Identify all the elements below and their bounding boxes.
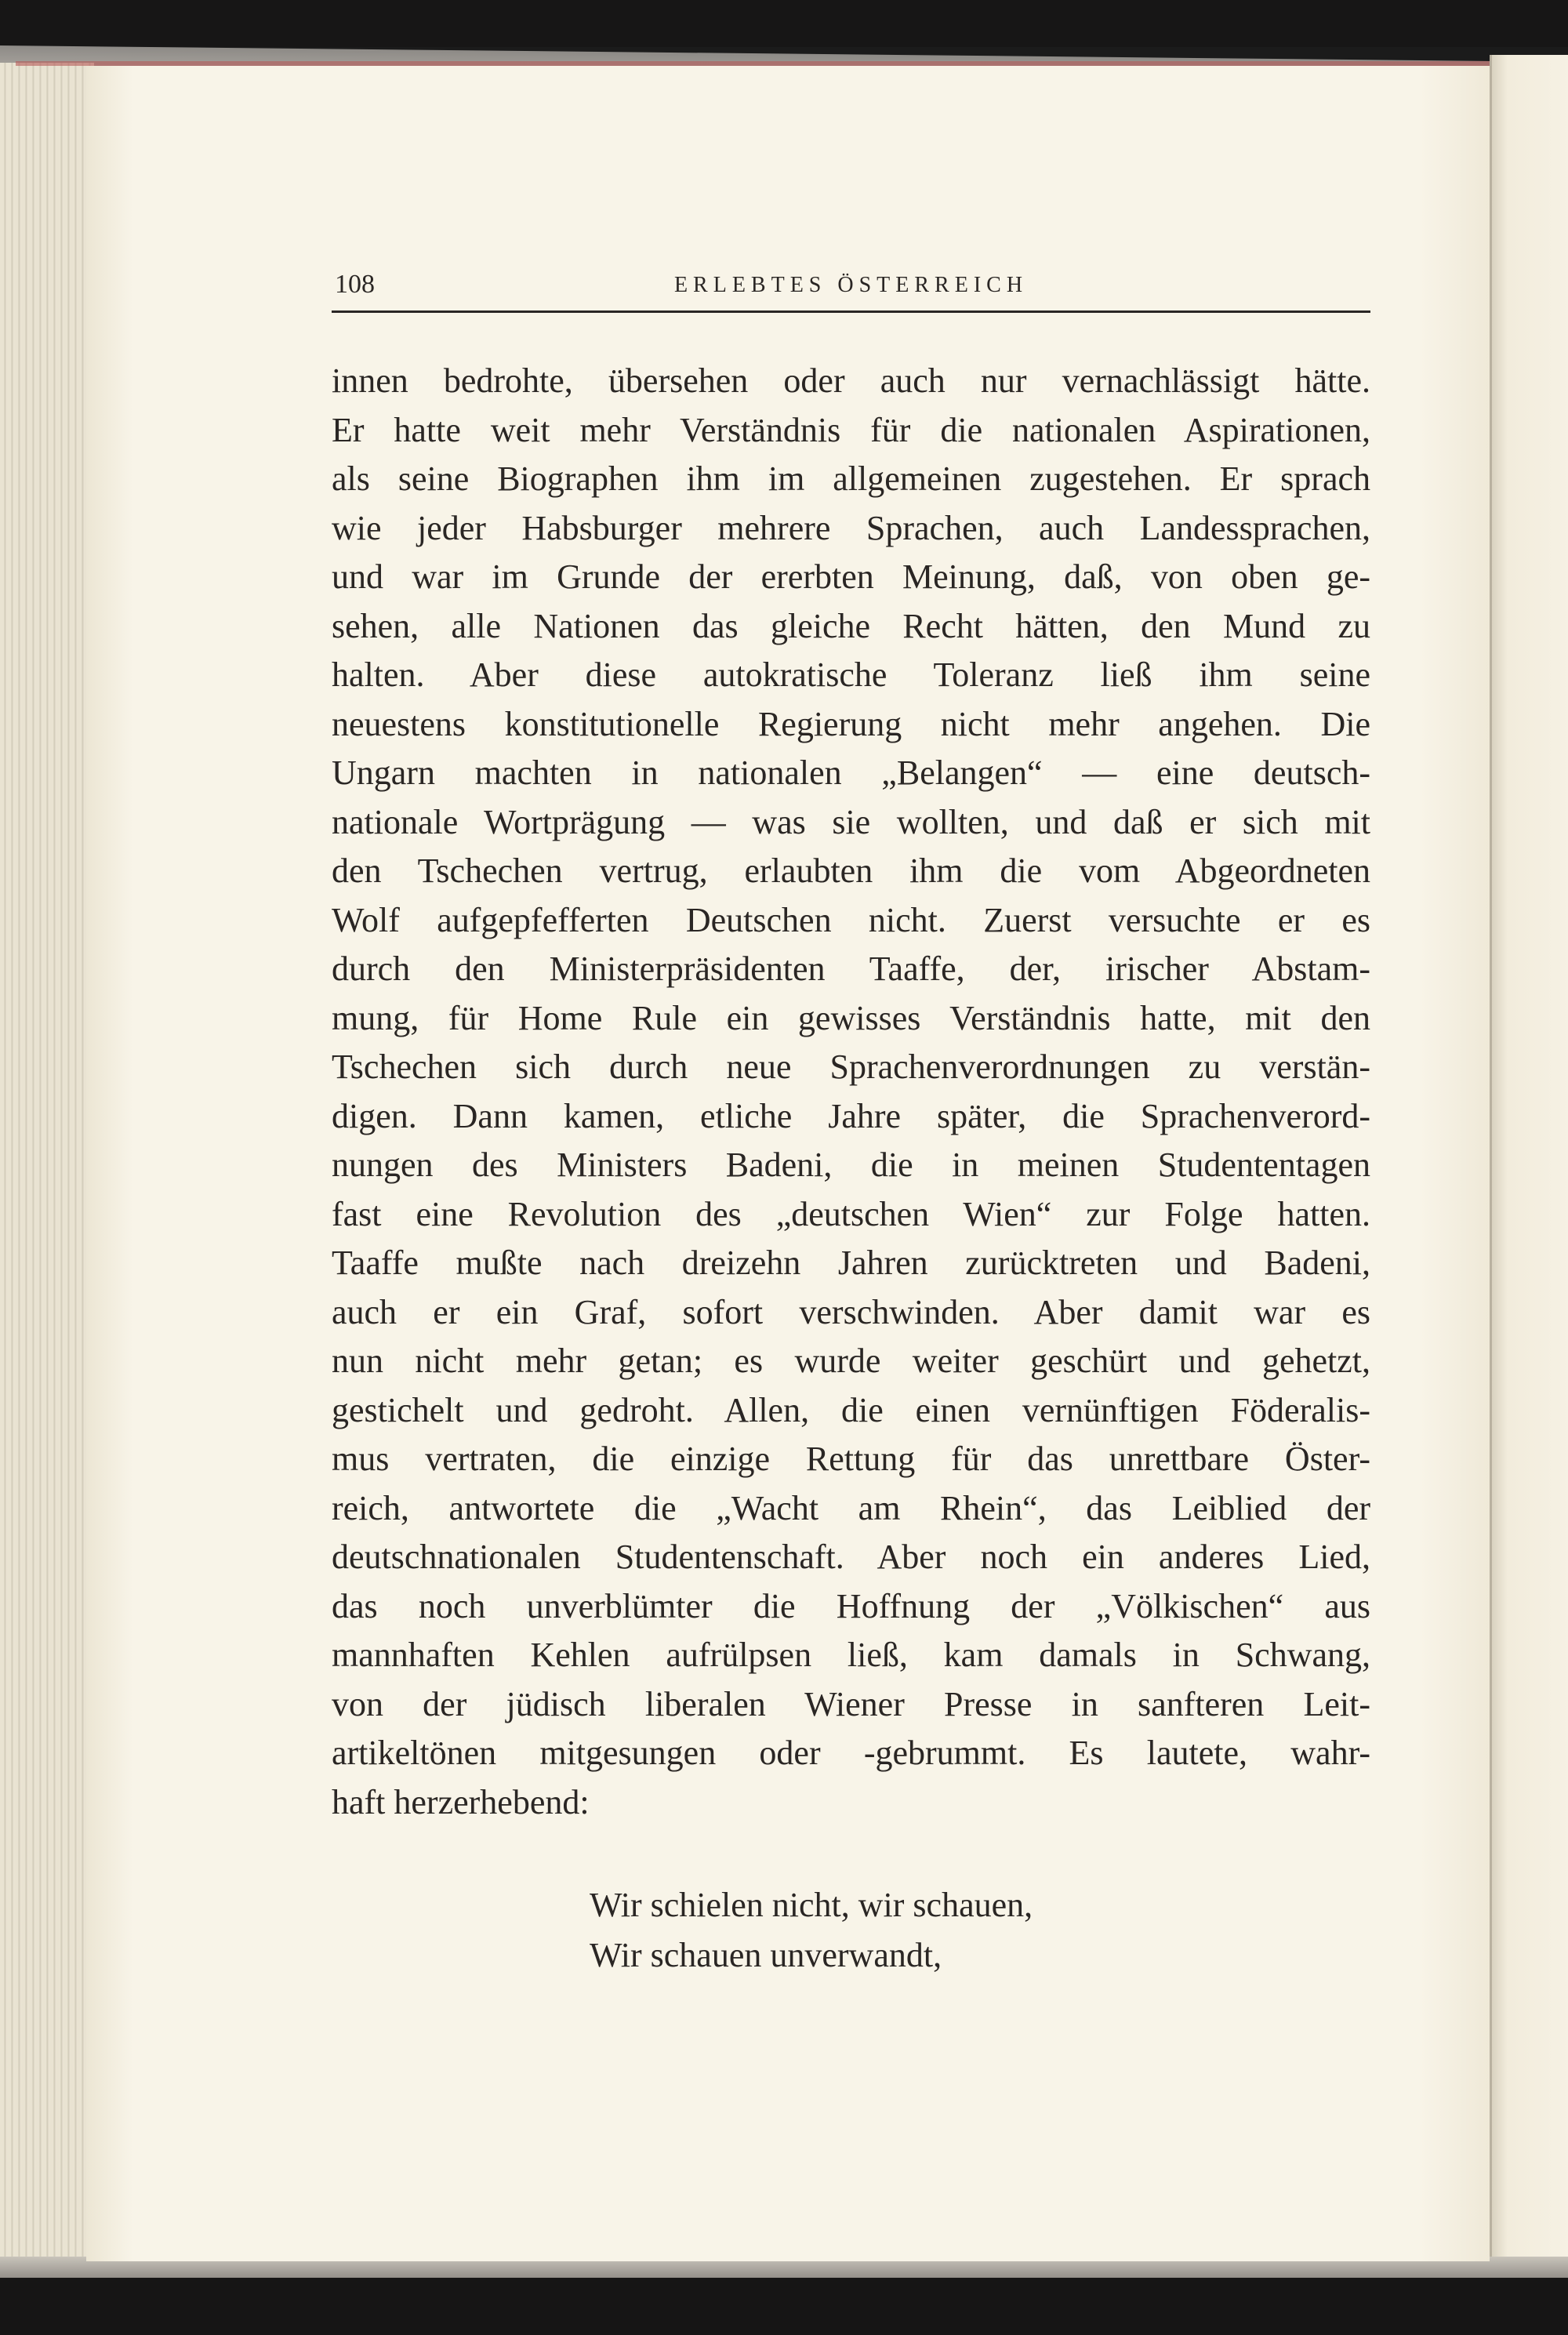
text-line: und war im Grunde der ererbten Meinung, daß, von oben ge-	[332, 557, 1370, 596]
text-line: Ungarn machten in nationalen „Belangen“ — eine deutsch-	[332, 754, 1370, 792]
text-line: artikeltönen mitgesungen oder -gebrummt. Es lautete, wahr-	[332, 1734, 1370, 1772]
text-line: Taaffe mußte nach dreizehn Jahren zurücktreten und Badeni,	[332, 1244, 1370, 1282]
page-header	[332, 267, 1370, 313]
text-line: nungen des Ministers Badeni, die in meinen Studententagen	[332, 1146, 1370, 1184]
bottom-background	[0, 2278, 1568, 2335]
running-head: ERLEBTES ÖSTERREICH	[673, 273, 1029, 297]
body-text	[332, 357, 1370, 1827]
text-line: auch er ein Graf, sofort verschwinden. Aber damit war es	[332, 1292, 1370, 1331]
page-number: 108	[335, 270, 375, 299]
text-line: Er hatte weit mehr Verständnis für die nationalen Aspirationen,	[332, 410, 1370, 449]
text-line: den Tschechen vertrug, erlaubten ihm die vom Abgeordneten	[332, 852, 1370, 890]
text-line: durch den Ministerpräsidenten Taaffe, der, irischer Abstam-	[332, 950, 1370, 988]
text-line: mus vertraten, die einzige Rettung für das unrettbare Öster-	[332, 1440, 1370, 1478]
text-line: deutschnationalen Studentenschaft. Aber noch ein anderes Lied,	[332, 1538, 1370, 1576]
text-line: Tschechen sich durch neue Sprachenverordnungen zu verstän-	[332, 1048, 1370, 1086]
text-line: wie jeder Habsburger mehrere Sprachen, auch Landessprachen,	[332, 508, 1370, 547]
verse-quote	[590, 1880, 1033, 1981]
text-line: innen bedrohte, übersehen oder auch nur vernachlässigt hätte.	[332, 361, 1370, 400]
verse-line: Wir schielen nicht, wir schauen,	[590, 1886, 1033, 1924]
text-line: nun nicht mehr getan; es wurde weiter geschürt und gehetzt,	[332, 1342, 1370, 1380]
text-line: halten. Aber diese autokratische Toleranz ließ ihm seine	[332, 655, 1370, 694]
page-edges	[0, 63, 94, 2274]
text-line: als seine Biographen ihm im allgemeinen zugestehen. Er sprach	[332, 459, 1370, 498]
top-background	[0, 0, 1568, 47]
verse-line: Wir schauen unverwandt,	[590, 1936, 942, 1974]
text-line: Wolf aufgepfefferten Deutschen nicht. Zuerst versuchte er es	[332, 900, 1370, 939]
text-line: reich, antwortete die „Wacht am Rhein“, das Leiblied der	[332, 1488, 1370, 1527]
text-line: digen. Dann kamen, etliche Jahre später, die Sprachenverord-	[332, 1096, 1370, 1135]
text-line: fast eine Revolution des „deutschen Wien“ zur Folge hatten.	[332, 1194, 1370, 1233]
text-line: gestichelt und gedroht. Allen, die einen vernünftigen Föderalis-	[332, 1390, 1370, 1429]
text-line: sehen, alle Nationen das gleiche Recht hätten, den Mund zu	[332, 606, 1370, 645]
text-line: mannhaften Kehlen aufrülpsen ließ, kam damals in Schwang,	[332, 1636, 1370, 1674]
text-line: neuestens konstitutionelle Regierung nicht mehr angehen. Die	[332, 704, 1370, 743]
facing-page	[1490, 55, 1568, 2274]
text-line: mung, für Home Rule ein gewisses Verständnis hatte, mit den	[332, 998, 1370, 1037]
text-line: das noch unverblümter die Hoffnung der „Völkischen“ aus	[332, 1586, 1370, 1625]
text-line: nationale Wortprägung — was sie wollten, und daß er sich mit	[332, 802, 1370, 841]
text-line: haft herzerhebend:	[332, 1782, 590, 1821]
text-line: von der jüdisch liberalen Wiener Presse in sanfteren Leit-	[332, 1684, 1370, 1723]
